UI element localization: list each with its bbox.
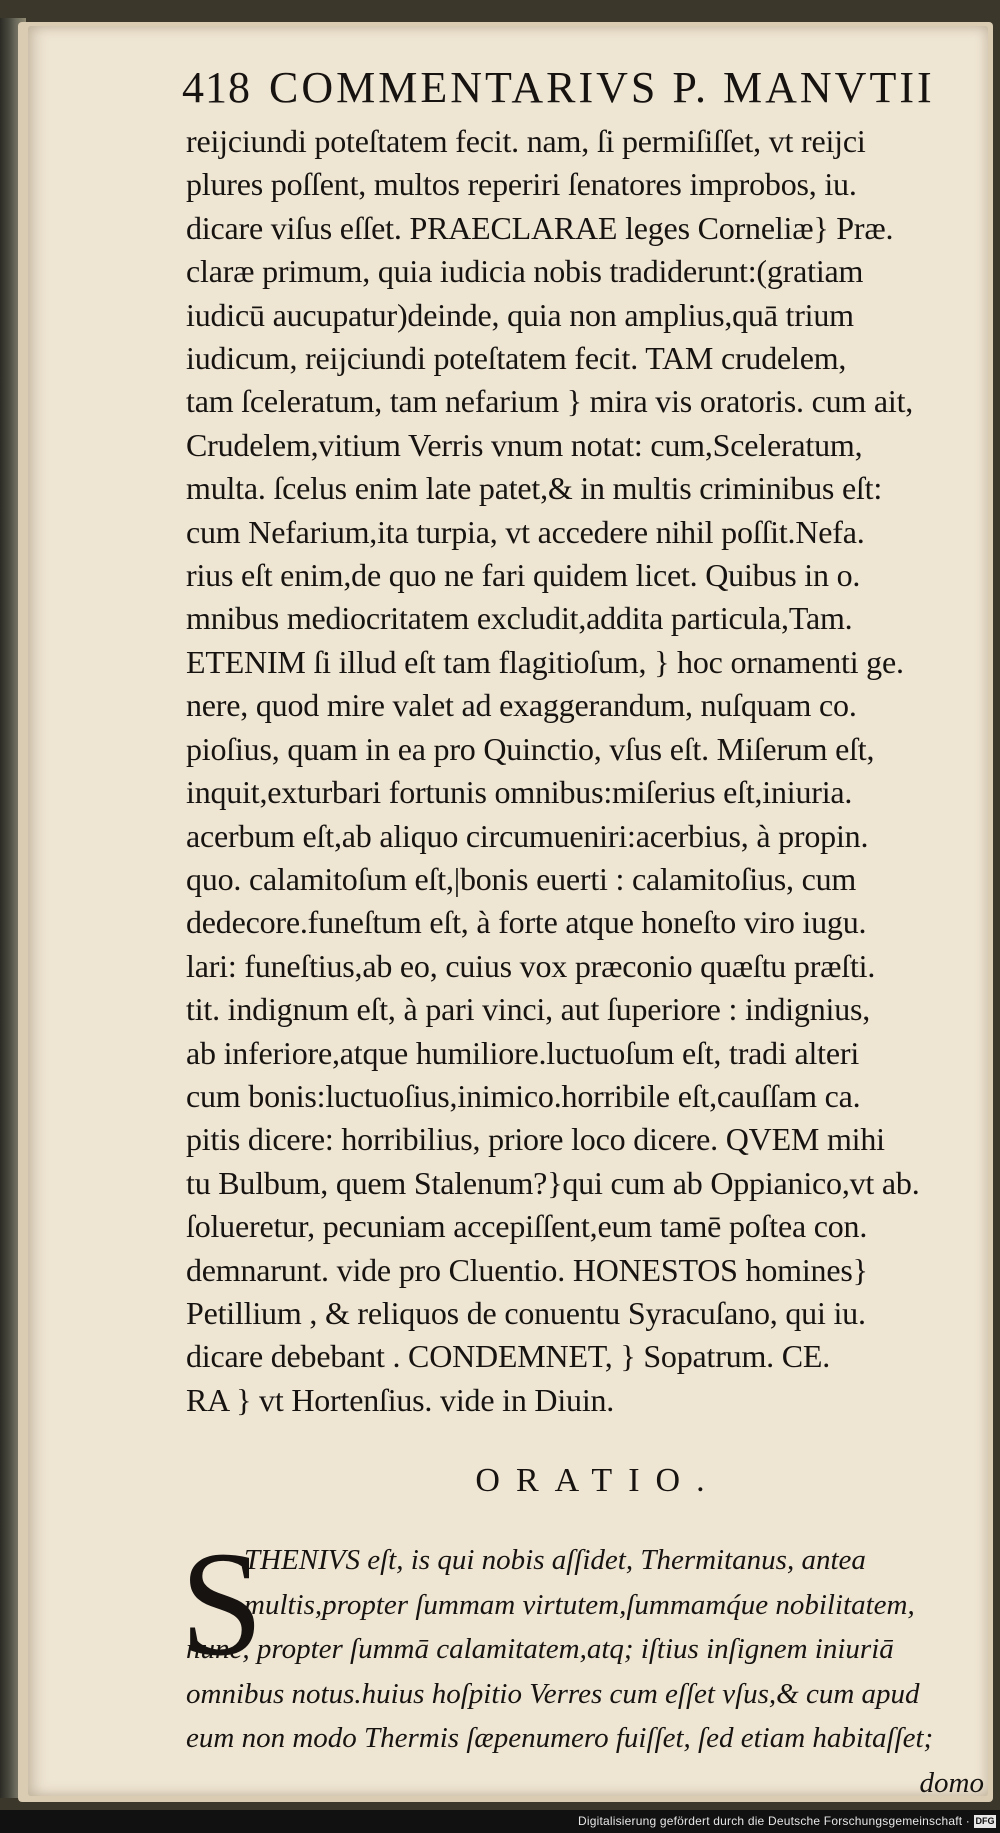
text-line: iudicum, reijciundi poteſtatem fecit. TAM crudelem, [186, 340, 847, 377]
commentary-text [186, 120, 984, 1422]
text-line: eum non modo Thermis ſæpenumero fuiſſet, ſed etiam habitaſſet; [186, 1722, 934, 1755]
oration-text [180, 1521, 984, 1805]
text-line: Crudelem,vitium Verris vnum notat: cum,Sceleratum, [186, 426, 863, 463]
text-line: lari: funeſtius,ab eo, cuius vox præconio quæſtu præſti. [186, 947, 876, 984]
running-title: COMMENTARIVS P. MANVTII [269, 63, 935, 112]
text-line: nunc, propter ſummā calamitatem,atq; iſtius inſignem iniuriā [186, 1633, 894, 1666]
text-line: pitis dicere: horribilius, priore loco dicere. QVEM mihi [186, 1121, 885, 1158]
page-number: 418 [182, 63, 251, 112]
text-line: ſolueretur, pecuniam accepiſſent,eum tamē poſtea con. [186, 1208, 868, 1245]
text-line: THENIVS eſt, is qui nobis aſſidet, Thermitanus, antea [244, 1544, 866, 1577]
text-line: dicare debebant . CONDEMNET, } Sopatrum. CE. [186, 1338, 831, 1375]
drop-cap: S [180, 1521, 264, 1688]
text-line: acerbum eſt,ab aliquo circumueniri:acerbius, à propin. [186, 817, 869, 854]
text-line: multa. ſcelus enim late patet,& in multis criminibus eſt: [186, 470, 883, 507]
text-line: tit. indignum eſt, à pari vinci, aut ſuperiore : indignius, [186, 991, 871, 1028]
page-content [180, 58, 984, 1805]
dfg-logo-icon: DFG [975, 1816, 995, 1826]
text-line: pioſius, quam in ea pro Quinctio, vſus eſt. Miſerum eſt, [186, 730, 875, 767]
text-line: mnibus mediocritatem excludit,addita particula,Tam. [186, 600, 853, 637]
text-line: reijciundi poteſtatem fecit. nam, ſi permiſiſſet, vt reijci [186, 123, 866, 159]
text-line: demnarunt. vide pro Cluentio. HONESTOS homines} [186, 1251, 868, 1288]
text-line: iudicū aucupatur)deinde, quia non amplius,quā trium [186, 296, 854, 333]
catchword: domo [919, 1766, 984, 1799]
text-line: quo. calamitoſum eſt,|bonis euerti : calamitoſius, cum [186, 860, 857, 897]
text-line: tam ſceleratum, tam nefarium } mira vis oratoris. cum ait, [186, 383, 914, 420]
text-line: omnibus notus.huius hoſpitio Verres cum eſſet vſus,& cum apud [186, 1677, 920, 1710]
section-heading: ORATIO. [475, 1462, 721, 1500]
text-line: ETENIM ſi illud eſt tam flagitioſum, } hoc ornamenti ge. [186, 643, 904, 680]
text-line: claræ primum, quia iudicia nobis tradiderunt:(gratiam [186, 253, 864, 290]
running-header [182, 58, 984, 118]
text-line: ab inferiore,atque humiliore.luctuoſum eſt, tradi alteri [186, 1034, 860, 1071]
text-line: rius eſt enim,de quo ne fari quidem licet. Quibus in o. [186, 557, 861, 594]
footer-bar [0, 1810, 1000, 1833]
funding-credit: Digitalisierung gefördert durch die Deutsche Forschungsgemeinschaft · [578, 1814, 970, 1828]
text-line: cum bonis:luctuoſius,inimico.horribile eſt,cauſſam ca. [186, 1077, 861, 1114]
text-line: nere, quod mire valet ad exaggerandum, nuſquam co. [186, 687, 857, 724]
text-line: RA } vt Hortenſius. vide in Diuin. [186, 1381, 615, 1418]
text-line: dedecore.funeſtum eſt, à forte atque honeſto viro iugu. [186, 904, 867, 941]
text-line: dicare viſus eſſet. PRAECLARAE leges Corneliæ} Præ. [186, 209, 894, 246]
text-line: tu Bulbum, quem Stalenum?}qui cum ab Oppianico,vt ab. [186, 1164, 920, 1201]
text-line: Petillium , & reliquos de conuentu Syracuſano, qui iu. [186, 1294, 866, 1331]
text-line: multis,propter ſummam virtutem,ſummamq́ue nobilitatem, [244, 1588, 915, 1621]
text-line: plures poſſent, multos reperiri ſenatores improbos, iu. [186, 166, 857, 203]
text-line: cum Nefarium,ita turpia, vt accedere nihil poſſit.Nefa. [186, 513, 865, 550]
text-line: inquit,exturbari fortunis omnibus:miſerius eſt,iniuria. [186, 774, 853, 811]
